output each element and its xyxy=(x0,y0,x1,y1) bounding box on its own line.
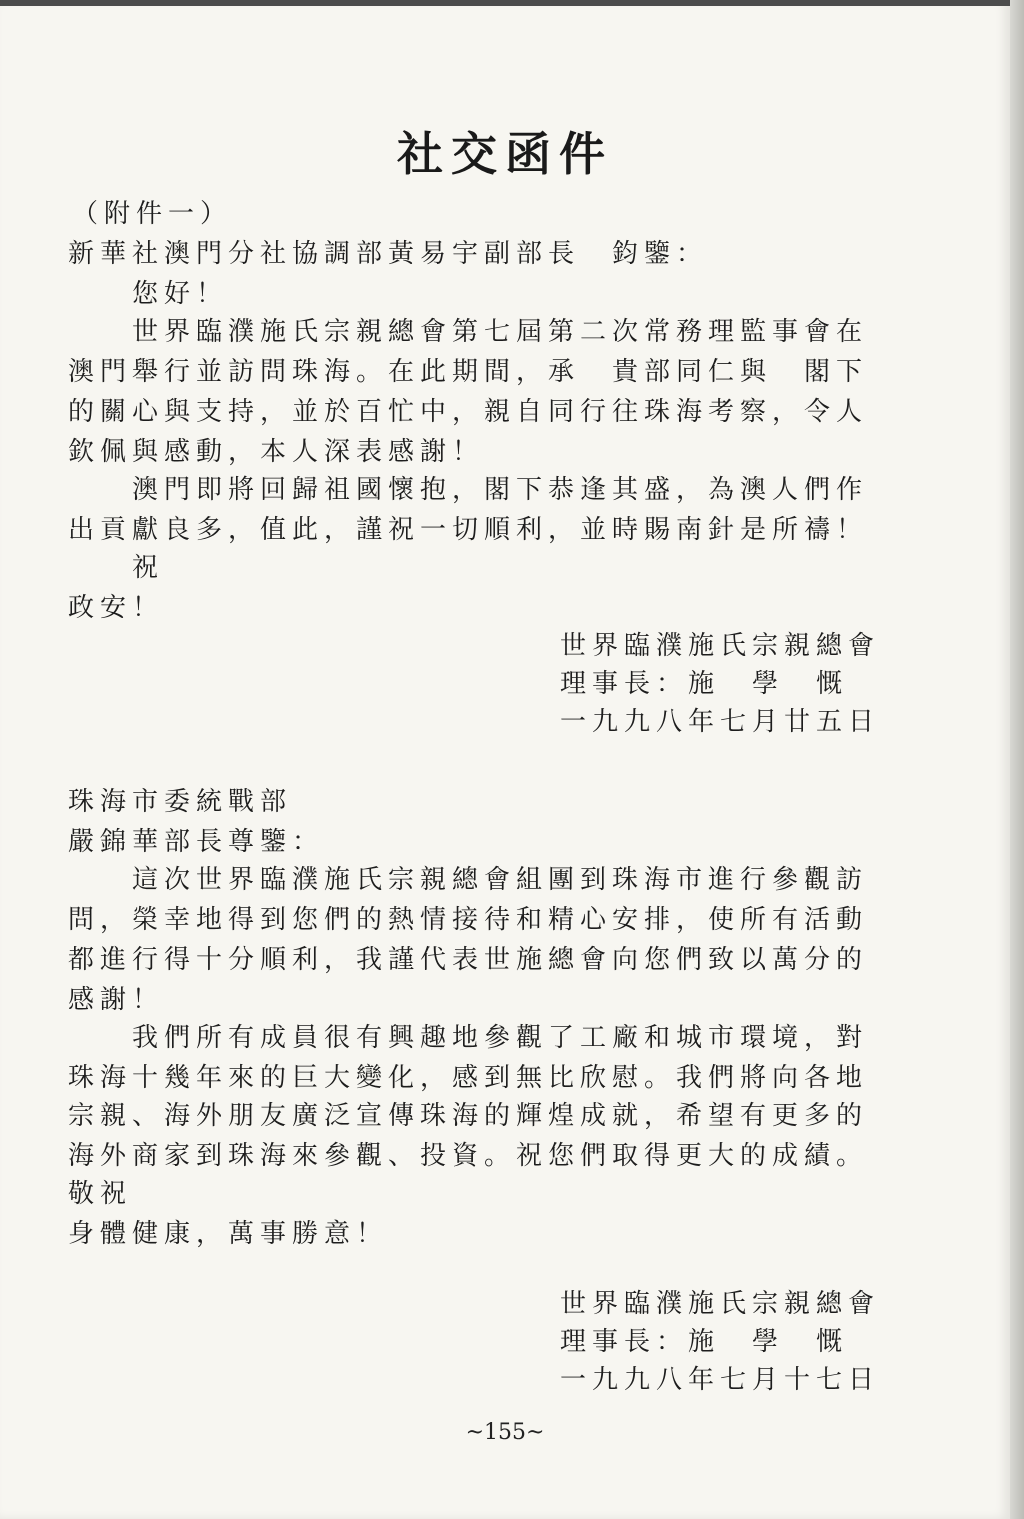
letter1-body-line: 的關心與支持，並於百忙中，親自同行往珠海考察，令人 xyxy=(68,397,869,427)
letter1-greeting: 您好！ xyxy=(132,279,229,309)
letter2-body-line: 都進行得十分順利，我謹代表世施總會向您們致以萬分的 xyxy=(68,945,869,975)
letter2-body-line: 我們所有成員很有興趣地參觀了工廠和城市環境，對 xyxy=(132,1023,869,1053)
page-title: 社交函件 xyxy=(397,127,613,181)
letter2-body-line: 這次世界臨濮施氏宗親總會組團到珠海市進行參觀訪 xyxy=(132,865,869,895)
letter1-addressee: 新華社澳門分社協調部黃易宇副部長 鈞鑒： xyxy=(68,239,709,269)
scan-top-border xyxy=(0,0,1024,6)
letter1-signature-date: 一九九八年七月廿五日 xyxy=(560,707,881,737)
letter1-signature-org: 世界臨濮施氏宗親總會 xyxy=(560,631,881,661)
letter1-closing: 祝 xyxy=(132,553,165,583)
letter1-body-line: 澳門舉行並訪問珠海。在此期間，承 貴部同仁與 閣下 xyxy=(68,357,869,387)
letter2-body-line: 海外商家到珠海來參觀、投資。祝您們取得更大的成績。 xyxy=(68,1141,869,1171)
letter1-body-line: 出貢獻良多，值此，謹祝一切順利，並時賜南針是所禱！ xyxy=(68,515,869,545)
letter2-addressee-name: 嚴錦華部長尊鑒： xyxy=(68,827,325,857)
letter2-body-line: 宗親、海外朋友廣泛宣傳珠海的輝煌成就，希望有更多的 xyxy=(68,1101,869,1131)
letter2-addressee-dept: 珠海市委統戰部 xyxy=(68,787,293,817)
letter1-body-line: 澳門即將回歸祖國懷抱，閣下恭逢其盛，為澳人們作 xyxy=(132,475,869,505)
letter2-closing-wish: 身體健康，萬事勝意！ xyxy=(68,1219,389,1249)
letter1-body-line: 欽佩與感動，本人深表感謝！ xyxy=(68,437,485,467)
letter1-signature-name: 理事長：施 學 慨 xyxy=(560,669,849,699)
annex-label: （附件一） xyxy=(72,199,233,229)
letter2-signature-name: 理事長：施 學 慨 xyxy=(560,1327,849,1357)
page-number: ~155~ xyxy=(465,1420,545,1445)
letter2-body-line: 感謝！ xyxy=(68,985,165,1015)
letter1-closing-wish: 政安！ xyxy=(68,593,165,623)
letter2-body-line: 珠海十幾年來的巨大變化，感到無比欣慰。我們將向各地 xyxy=(68,1063,869,1093)
letter2-closing: 敬祝 xyxy=(68,1179,133,1209)
letter2-signature-date: 一九九八年七月十七日 xyxy=(560,1365,881,1395)
letter1-body-line: 世界臨濮施氏宗親總會第七屆第二次常務理監事會在 xyxy=(132,317,869,347)
letter2-signature-org: 世界臨濮施氏宗親總會 xyxy=(560,1289,881,1319)
letter2-body-line: 問，榮幸地得到您們的熱情接待和精心安排，使所有活動 xyxy=(68,905,869,935)
scan-right-edge xyxy=(1010,0,1024,1519)
